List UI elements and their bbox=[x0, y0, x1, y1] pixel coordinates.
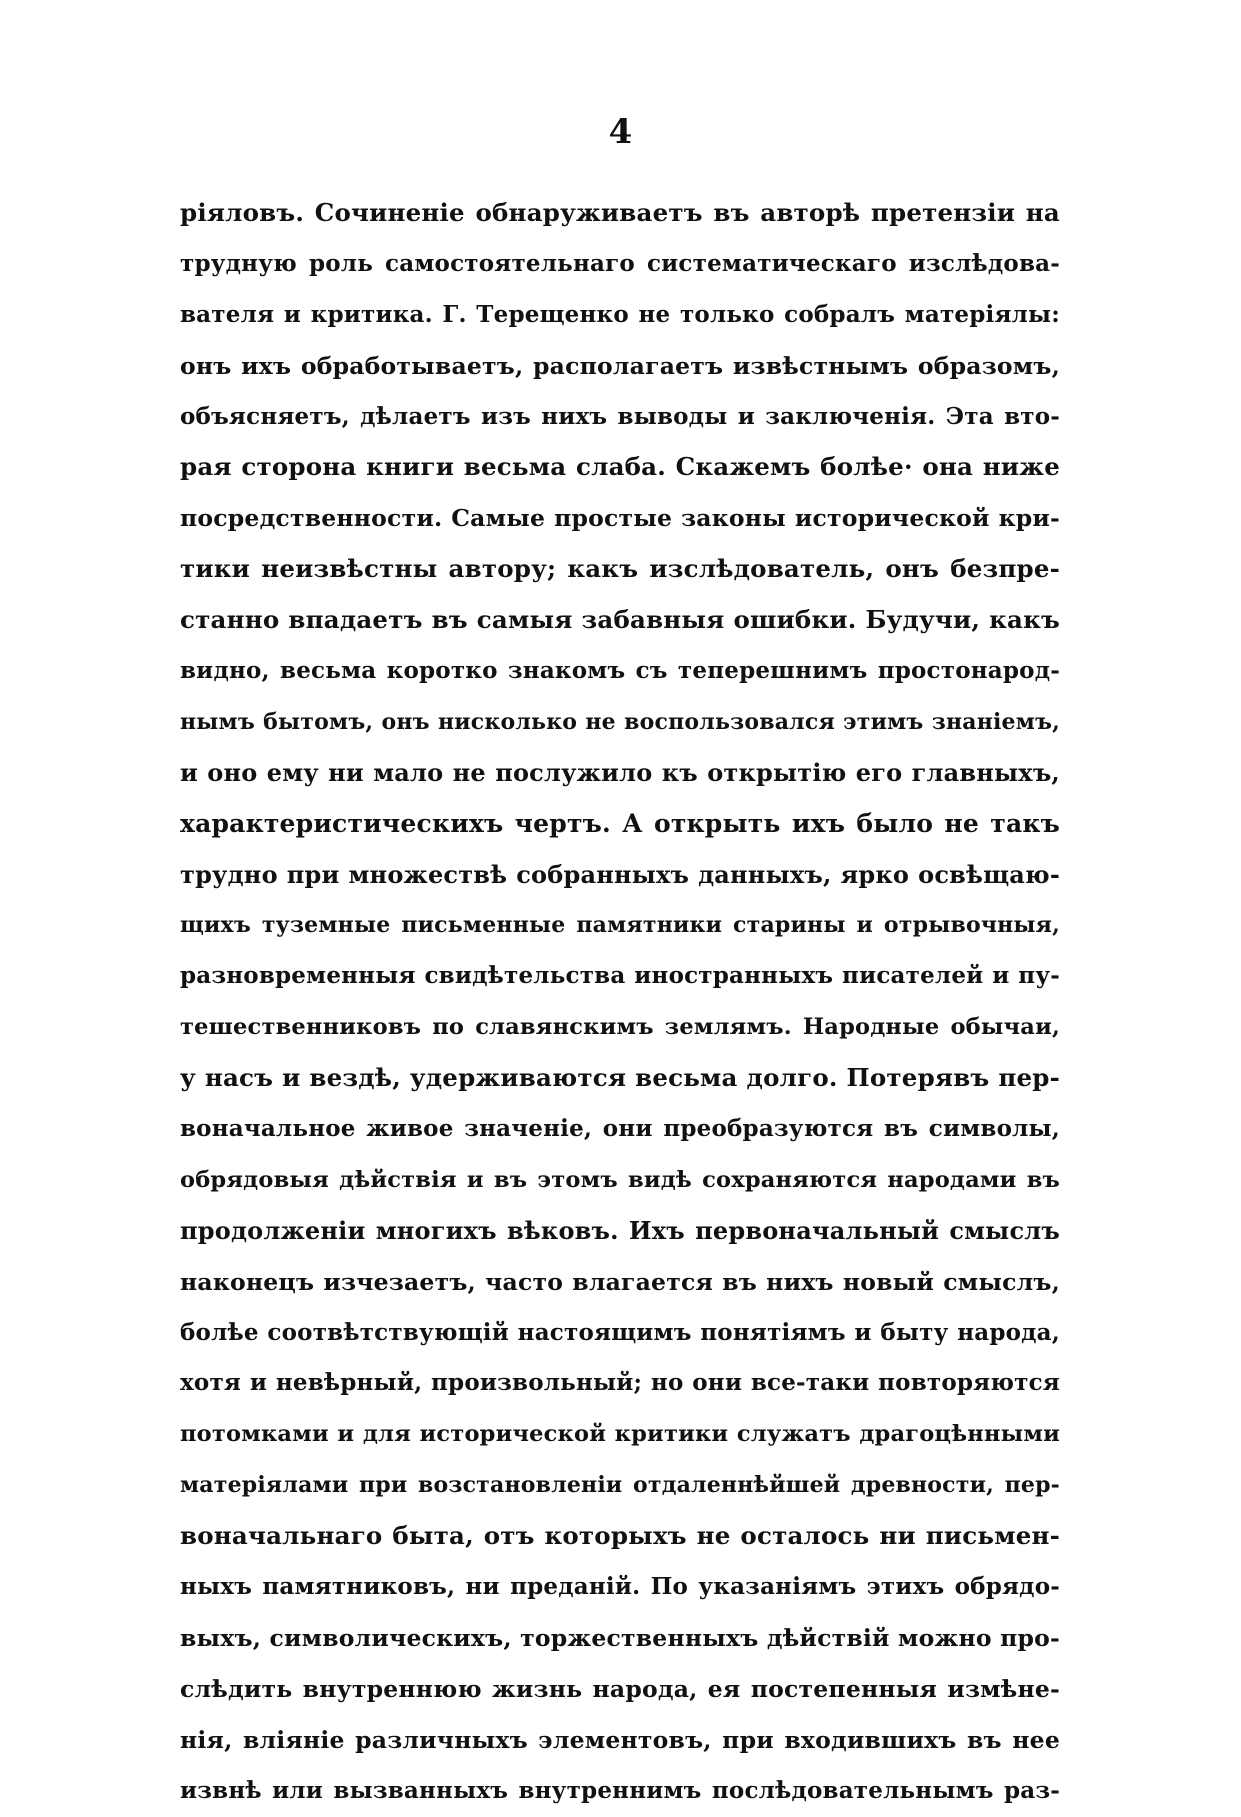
text-line: онъ ихъ обработываетъ, располагаетъ извѣстнымъ образомъ, bbox=[180, 351, 1060, 380]
text-line: посредственности. Самые простые законы исторической кри- bbox=[180, 504, 1060, 533]
text-line: и оно ему ни мало не послужило къ открытію его главныхъ, bbox=[180, 757, 1060, 787]
text-line: тешественниковъ по славянскимъ землямъ. Народные обычаи, bbox=[180, 1014, 1060, 1041]
text-line: матеріялами при возстановленіи отдаленнѣйшей древности, пер- bbox=[180, 1472, 1060, 1499]
text-line: нія, вліяніе различныхъ элементовъ, при входившихъ въ нее bbox=[180, 1725, 1060, 1754]
text-line: нымъ бытомъ, онъ нисколько не воспользовался этимъ знаніемъ, bbox=[180, 708, 1060, 735]
text-line: рая сторона книги весьма слаба. Скажемъ болѣе· она ниже bbox=[180, 452, 1060, 482]
text-line: трудную роль самостоятельнаго систематическаго изслѣдова- bbox=[180, 249, 1060, 277]
text-line: трудно при множествѣ собранныхъ данныхъ, ярко освѣщаю- bbox=[180, 859, 1060, 889]
text-line: станно впадаетъ въ самыя забавныя ошибки. Будучи, какъ bbox=[180, 605, 1060, 635]
text-line: наконецъ изчезаетъ, часто влагается въ нихъ новый смыслъ, bbox=[180, 1267, 1060, 1296]
text-line: выхъ, символическихъ, торжественныхъ дѣйствій можно про- bbox=[180, 1623, 1060, 1652]
text-line: разновременныя свидѣтельства иностранныхъ писателей и пу- bbox=[180, 962, 1060, 990]
text-line: потомками и для исторической критики служатъ драгоцѣнными bbox=[180, 1421, 1060, 1448]
text-line: характеристическихъ чертъ. А открыть ихъ было не такъ bbox=[180, 808, 1060, 838]
text-line: тики неизвѣстны автору; какъ изслѣдователь, онъ безпре- bbox=[180, 554, 1060, 584]
text-line: объясняетъ, дѣлаетъ изъ нихъ выводы и заключенія. Эта вто- bbox=[180, 402, 1060, 430]
page-number: 4 bbox=[608, 112, 633, 152]
text-line: ріяловъ. Сочиненіе обнаруживаетъ въ авторѣ претензіи на bbox=[180, 198, 1060, 227]
text-line: хотя и невѣрный, произвольный; но они все-таки повторяются bbox=[180, 1369, 1060, 1397]
text-line: воначальнаго быта, отъ которыхъ не осталось ни письмен- bbox=[180, 1521, 1060, 1551]
text-line: болѣе соотвѣтствующій настоящимъ понятіямъ и быту народа, bbox=[180, 1318, 1060, 1346]
body-text bbox=[180, 188, 1060, 1817]
text-line: вателя и критика. Г. Терещенко не только собралъ матеріялы: bbox=[180, 300, 1060, 328]
text-line: слѣдить внутреннюю жизнь народа, ея постепенныя измѣне- bbox=[180, 1674, 1060, 1703]
text-line: щихъ туземные письменные памятники старины и отрывочныя, bbox=[180, 912, 1060, 939]
text-line: ныхъ памятниковъ, ни преданій. По указаніямъ этихъ обрядо- bbox=[180, 1573, 1060, 1601]
text-line: видно, весьма коротко знакомъ съ теперешнимъ простонарод- bbox=[180, 657, 1060, 685]
text-line: продолженіи многихъ вѣковъ. Ихъ первоначальный смыслъ bbox=[180, 1215, 1060, 1245]
text-line: обрядовыя дѣйствія и въ этомъ видѣ сохраняются народами въ bbox=[180, 1166, 1060, 1193]
text-line: у насъ и вездѣ, удерживаются весьма долго. Потерявъ пер- bbox=[180, 1063, 1060, 1093]
text-line: извнѣ или вызванныхъ внутреннимъ послѣдовательнымъ раз- bbox=[180, 1776, 1060, 1804]
text-line: воначальное живое значеніе, они преобразуются въ символы, bbox=[180, 1115, 1060, 1143]
